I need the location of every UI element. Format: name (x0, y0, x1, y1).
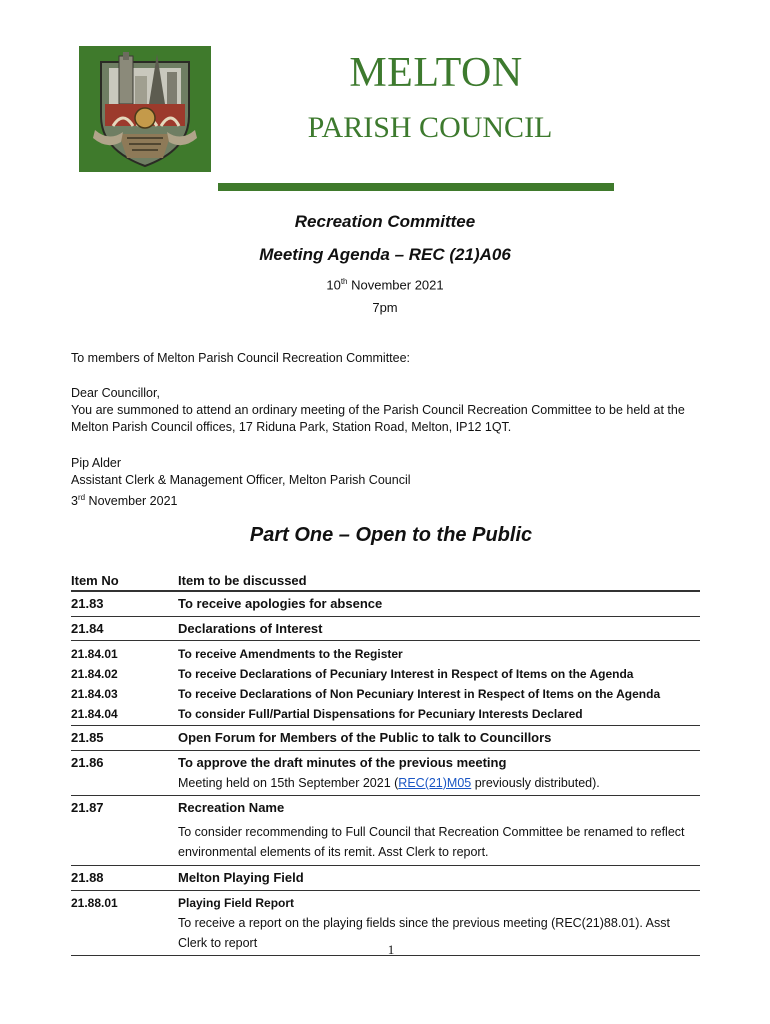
item-number: 21.87 (71, 800, 104, 815)
item-title: To receive Declarations of Pecuniary Interest in Respect of Items on the Agenda (178, 667, 634, 681)
signature-date: 3rd November 2021 (71, 493, 178, 509)
item-number: 21.86 (71, 755, 104, 770)
item-title: Playing Field Report (178, 896, 295, 910)
item-number: 21.84.01 (71, 647, 118, 661)
agenda-row-21-84-02 (71, 664, 700, 684)
header-divider (218, 183, 614, 191)
agenda-title: Meeting Agenda – REC (21)A06 (259, 245, 511, 264)
item-number: 21.84.02 (71, 667, 118, 681)
item-number: 21.83 (71, 596, 104, 611)
org-subtitle: PARISH COUNCIL (307, 111, 553, 144)
item-title: Recreation Name (178, 800, 285, 815)
agenda-row-21-86-detail (71, 773, 700, 796)
minutes-link[interactable]: REC(21)M05 (398, 776, 472, 790)
agenda-table (71, 570, 700, 956)
agenda-row-21-85 (71, 726, 700, 751)
agenda-row-21-87 (71, 796, 700, 822)
item-title: To receive apologies for absence (178, 596, 383, 611)
item-number: 21.84.04 (71, 707, 118, 721)
item-description: To receive a report on the playing fields since the previous meeting (REC(21)88.01). Asst Clerk to report (178, 916, 670, 950)
item-title: To consider Full/Partial Dispensations for Pecuniary Interests Declared (178, 707, 583, 721)
letter-salutation: Dear Councillor, (71, 386, 160, 400)
column-header-item-no: Item No (71, 572, 119, 588)
agenda-row-21-83 (71, 592, 700, 617)
item-number: 21.85 (71, 730, 104, 745)
agenda-row-21-87-detail (71, 822, 700, 866)
item-title: Open Forum for Members of the Public to talk to Councillors (178, 730, 552, 745)
agenda-row-21-86 (71, 751, 700, 773)
item-description: To consider recommending to Full Council that Recreation Committee be renamed to reflect environmental elements of its remit. Asst Clerk to report. (178, 825, 685, 859)
signer-name: Pip Alder (71, 456, 122, 470)
item-title: Declarations of Interest (178, 621, 323, 636)
item-title: Melton Playing Field (178, 870, 304, 885)
item-number: 21.84.03 (71, 687, 118, 701)
item-number: 21.88.01 (71, 896, 118, 910)
agenda-row-21-84-01 (71, 644, 700, 664)
agenda-row-21-84 (71, 617, 700, 641)
item-number: 21.84 (71, 621, 104, 636)
meeting-time: 7pm (372, 300, 398, 315)
item-description: Meeting held on 15th September 2021 (REC(21)M05 previously distributed). (178, 776, 600, 790)
signer-role: Assistant Clerk & Management Officer, Melton Parish Council (71, 473, 411, 487)
committee-title: Recreation Committee (294, 212, 476, 231)
parish-crest-logo (79, 46, 211, 172)
agenda-table-header (71, 570, 700, 592)
item-title: To approve the draft minutes of the previous meeting (178, 755, 507, 770)
agenda-row-21-84-04 (71, 704, 700, 726)
crest-icon (79, 46, 211, 172)
page-number: 1 (387, 942, 395, 957)
letter-body: You are summoned to attend an ordinary meeting of the Parish Council Recreation Committee to be held at the Melton Parish Council offices, 17 Riduna Park, Station Road, Melton, IP12 1QT. (71, 403, 685, 434)
item-title: To receive Amendments to the Register (178, 647, 403, 661)
column-header-item: Item to be discussed (178, 572, 307, 588)
org-name: MELTON (349, 50, 523, 96)
meeting-date: 10th November 2021 (326, 277, 444, 293)
agenda-row-21-88 (71, 866, 700, 891)
agenda-row-21-88-01 (71, 893, 700, 913)
letter-recipients: To members of Melton Parish Council Recreation Committee: (71, 351, 411, 365)
agenda-row-21-84-03 (71, 684, 700, 704)
part-one-title: Part One – Open to the Public (249, 524, 533, 546)
item-title: To receive Declarations of Non Pecuniary Interest in Respect of Items on the Agenda (178, 687, 661, 701)
item-number: 21.88 (71, 870, 104, 885)
